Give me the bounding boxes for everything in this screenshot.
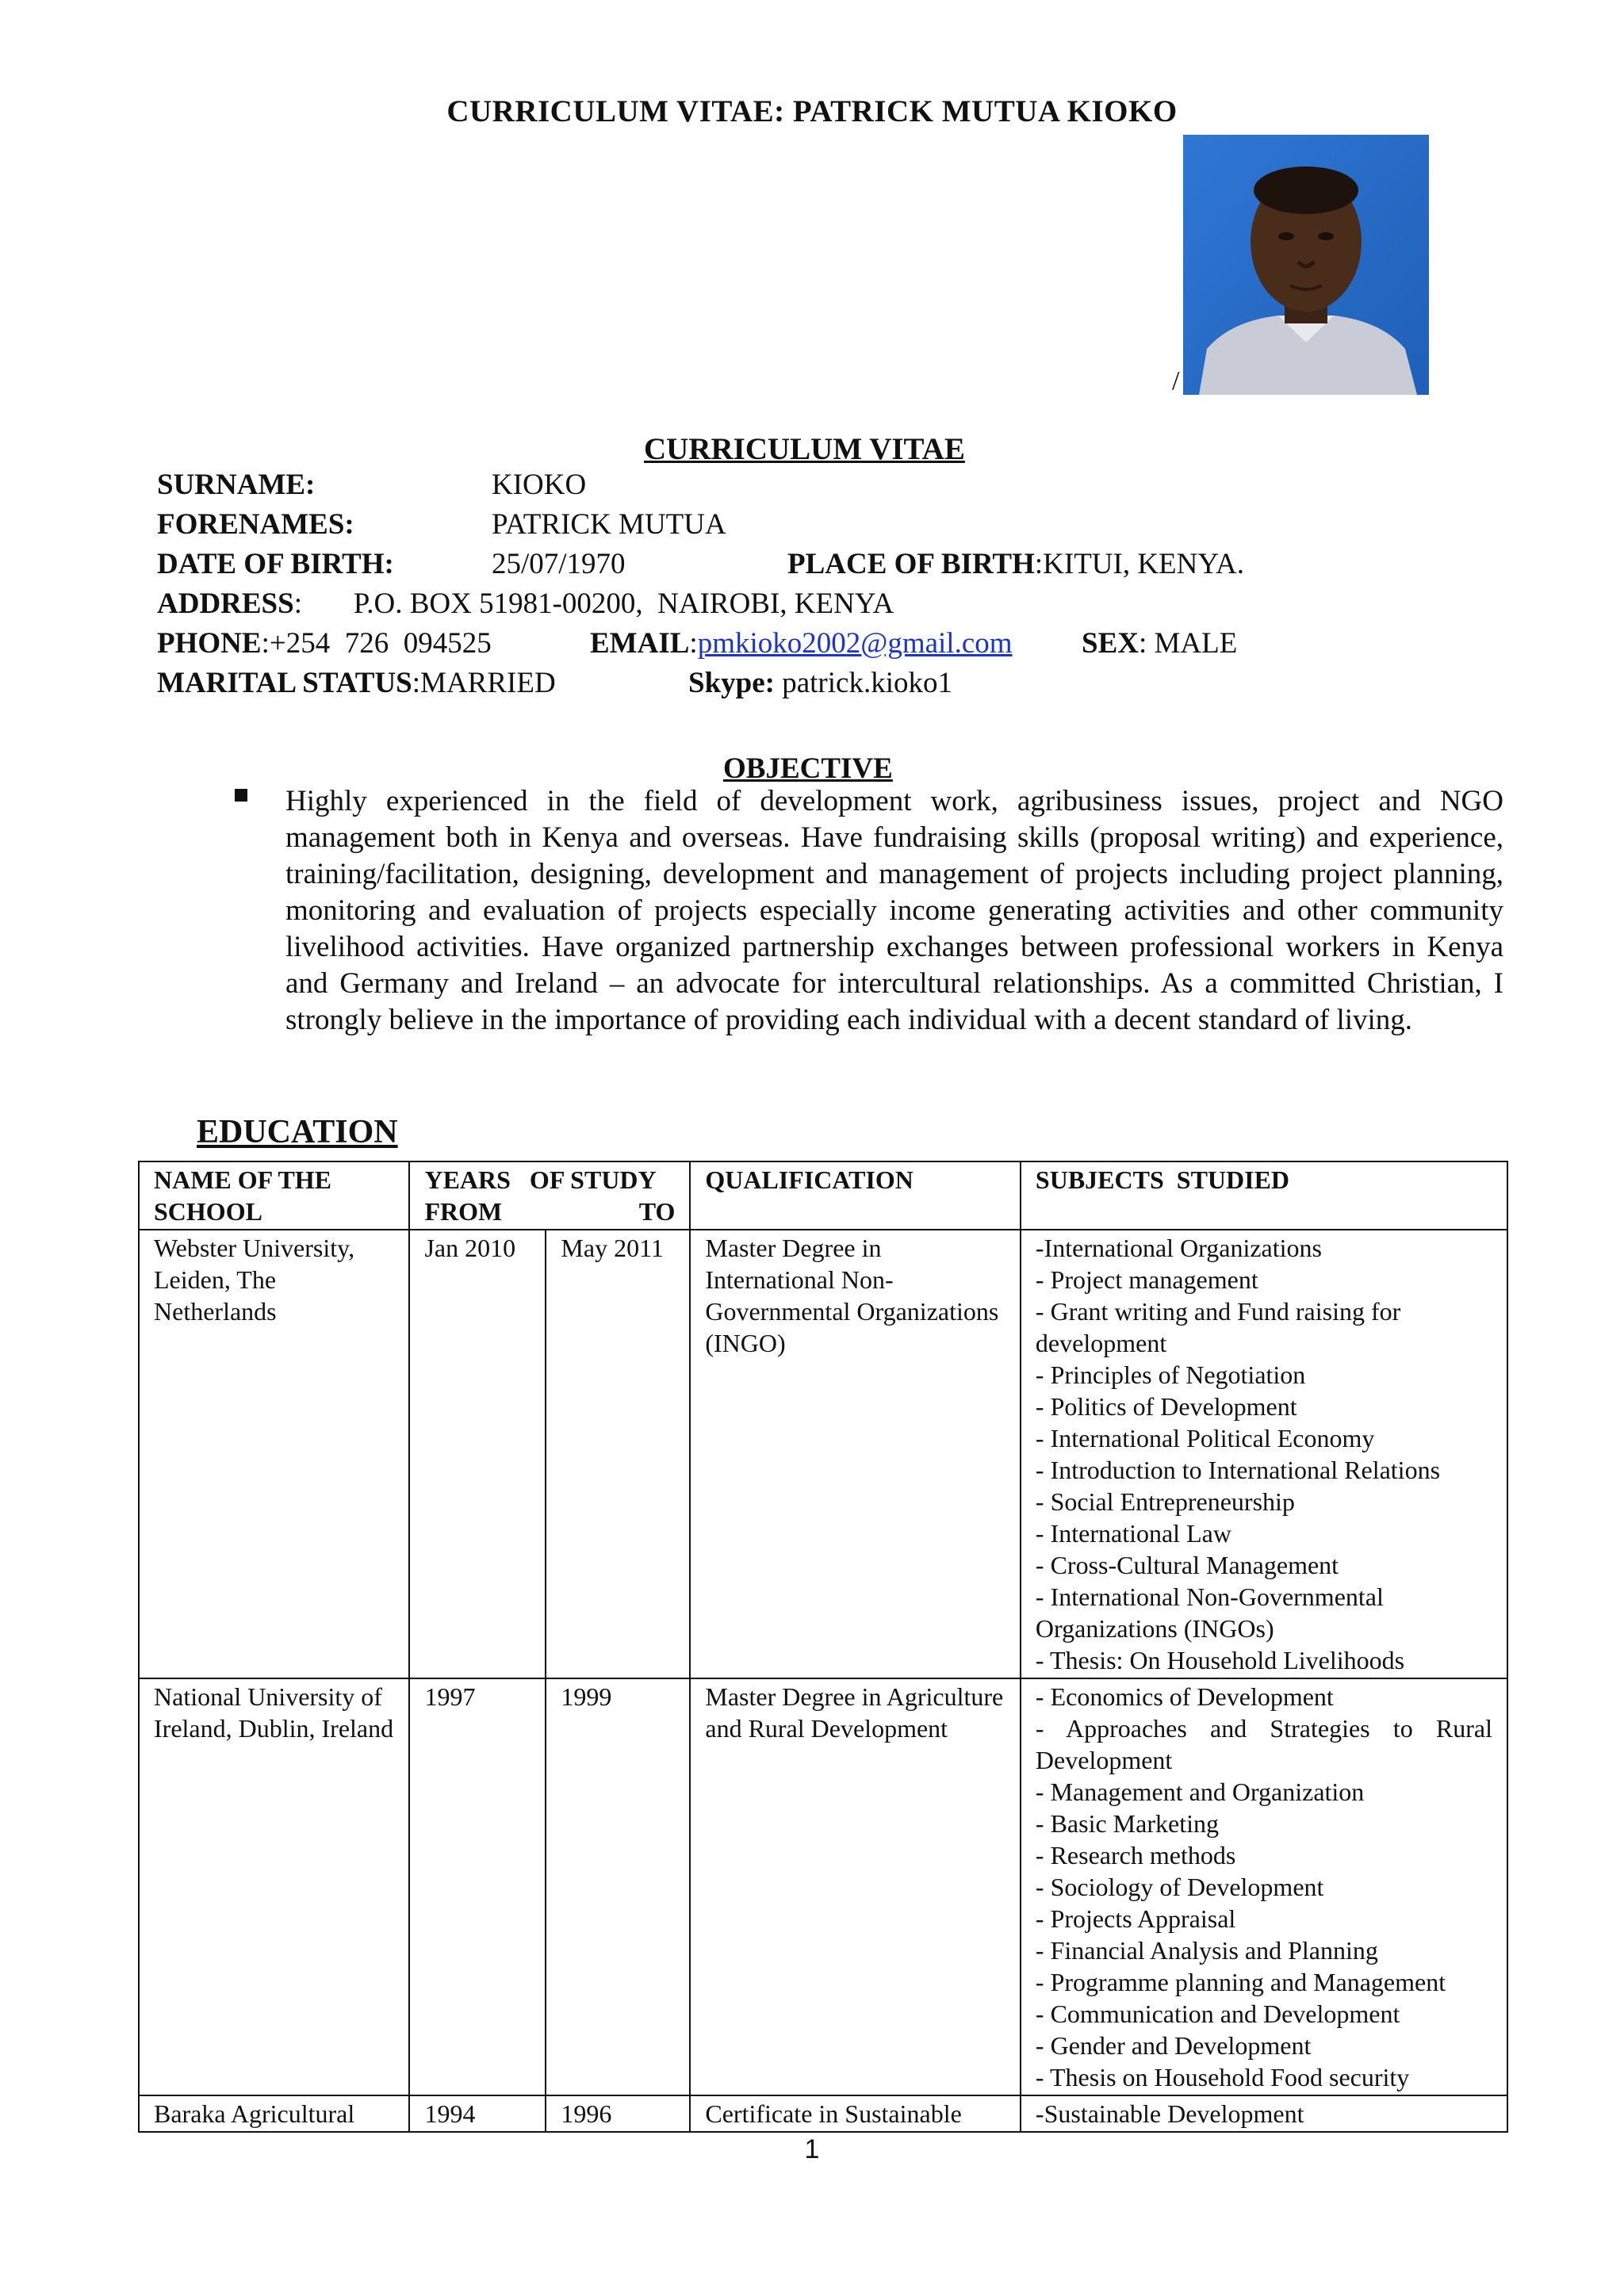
- qualification-cell: Master Degree in International Non-Governmental Organizations (INGO): [690, 1230, 1021, 1678]
- phone: PHONE:+254 726 094525: [157, 627, 492, 660]
- subjects-cell: -Sustainable Development: [1021, 2095, 1507, 2132]
- school-cell: Webster University, Leiden, The Netherlands: [139, 1230, 409, 1678]
- table-row: [139, 1678, 1507, 2095]
- table-row: [139, 2095, 1507, 2132]
- to-cell: May 2011: [546, 1230, 690, 1678]
- from-cell: 1997: [409, 1678, 546, 2095]
- stray-slash: /: [1172, 366, 1180, 396]
- forenames-value: PATRICK MUTUA: [492, 508, 726, 541]
- school-cell: Baraka Agricultural: [139, 2095, 409, 2132]
- subjects-cell: - Economics of Development - Approaches and Strategies to Rural Development - Management and Organization - Basic Marketing - Research methods - Sociology of Development - Projects Appraisal - Financial Analysis and Planning - Programme planning and Management - Communication and Development - Gender and Development - Thesis on Household Food security: [1021, 1678, 1507, 2095]
- header-school: NAME OF THE SCHOOL: [139, 1161, 409, 1230]
- marital-status: MARITAL STATUS:MARRIED: [157, 667, 556, 699]
- qualification-cell: Master Degree in Agriculture and Rural Development: [690, 1678, 1021, 2095]
- objective-heading: OBJECTIVE: [723, 752, 893, 785]
- page-number: 1: [804, 2134, 820, 2164]
- to-cell: 1999: [546, 1678, 690, 2095]
- surname-label: SURNAME:: [157, 469, 316, 501]
- education-table: [138, 1161, 1508, 2133]
- table-row: [139, 1230, 1507, 1678]
- qualification-cell: Certificate in Sustainable: [690, 2095, 1021, 2132]
- forenames-label: FORENAMES:: [157, 508, 354, 541]
- document-title: CURRICULUM VITAE: PATRICK MUTUA KIOKO: [446, 94, 1178, 128]
- cv-heading: CURRICULUM VITAE: [644, 432, 965, 466]
- header-qualification: QUALIFICATION: [690, 1161, 1021, 1230]
- bullet-square-icon: [235, 789, 247, 802]
- skype: Skype: patrick.kioko1: [688, 667, 952, 699]
- subjects-cell: -International Organizations - Project management - Grant writing and Fund raising for development - Principles of Negotiation - Politics of Development - International Political Economy - Introduction to International Relations - Social Entrepreneurship - International Law - Cross-Cultural Management - International Non-Governmental Organizations (INGOs) - Thesis: On Household Livelihoods: [1021, 1230, 1507, 1678]
- to-cell: 1996: [546, 2095, 690, 2132]
- objective-text: Highly experienced in the field of development work, agribusiness issues, project and NGO management both in Kenya and overseas. Have fundraising skills (proposal writing) and experience, training/facilitation, designing, development and management of projects including project planning, monitoring and evaluation of projects especially income generating activities and other community livelihood activities. Have organized partnership exchanges between professional workers in Kenya and Germany and Ireland – an advocate for intercultural relationships. As a committed Christian, I strongly believe in the importance of providing each individual with a decent standard of living.: [285, 785, 1503, 1036]
- from-cell: Jan 2010: [409, 1230, 546, 1678]
- dob-value: 25/07/1970: [492, 548, 626, 580]
- header-subjects: SUBJECTS STUDIED: [1021, 1161, 1507, 1230]
- address: ADDRESS: P.O. BOX 51981-00200, NAIROBI, KENYA: [157, 587, 894, 620]
- email-link[interactable]: pmkioko2002@gmail.com: [697, 627, 1013, 660]
- school-cell: National University of Ireland, Dublin, Ireland: [139, 1678, 409, 2095]
- place-of-birth: PLACE OF BIRTH:KITUI, KENYA.: [787, 548, 1244, 580]
- email: EMAIL:pmkioko2002@gmail.com: [590, 627, 1013, 660]
- education-header-row: [139, 1161, 1507, 1230]
- profile-photo: [1183, 135, 1429, 395]
- header-years: YEARS OF STUDY FROM TO: [409, 1161, 690, 1230]
- surname-value: KIOKO: [492, 469, 587, 501]
- dob-label: DATE OF BIRTH:: [157, 548, 394, 580]
- from-cell: 1994: [409, 2095, 546, 2132]
- sex: SEX: MALE: [1082, 627, 1238, 660]
- education-heading: EDUCATION: [197, 1114, 398, 1150]
